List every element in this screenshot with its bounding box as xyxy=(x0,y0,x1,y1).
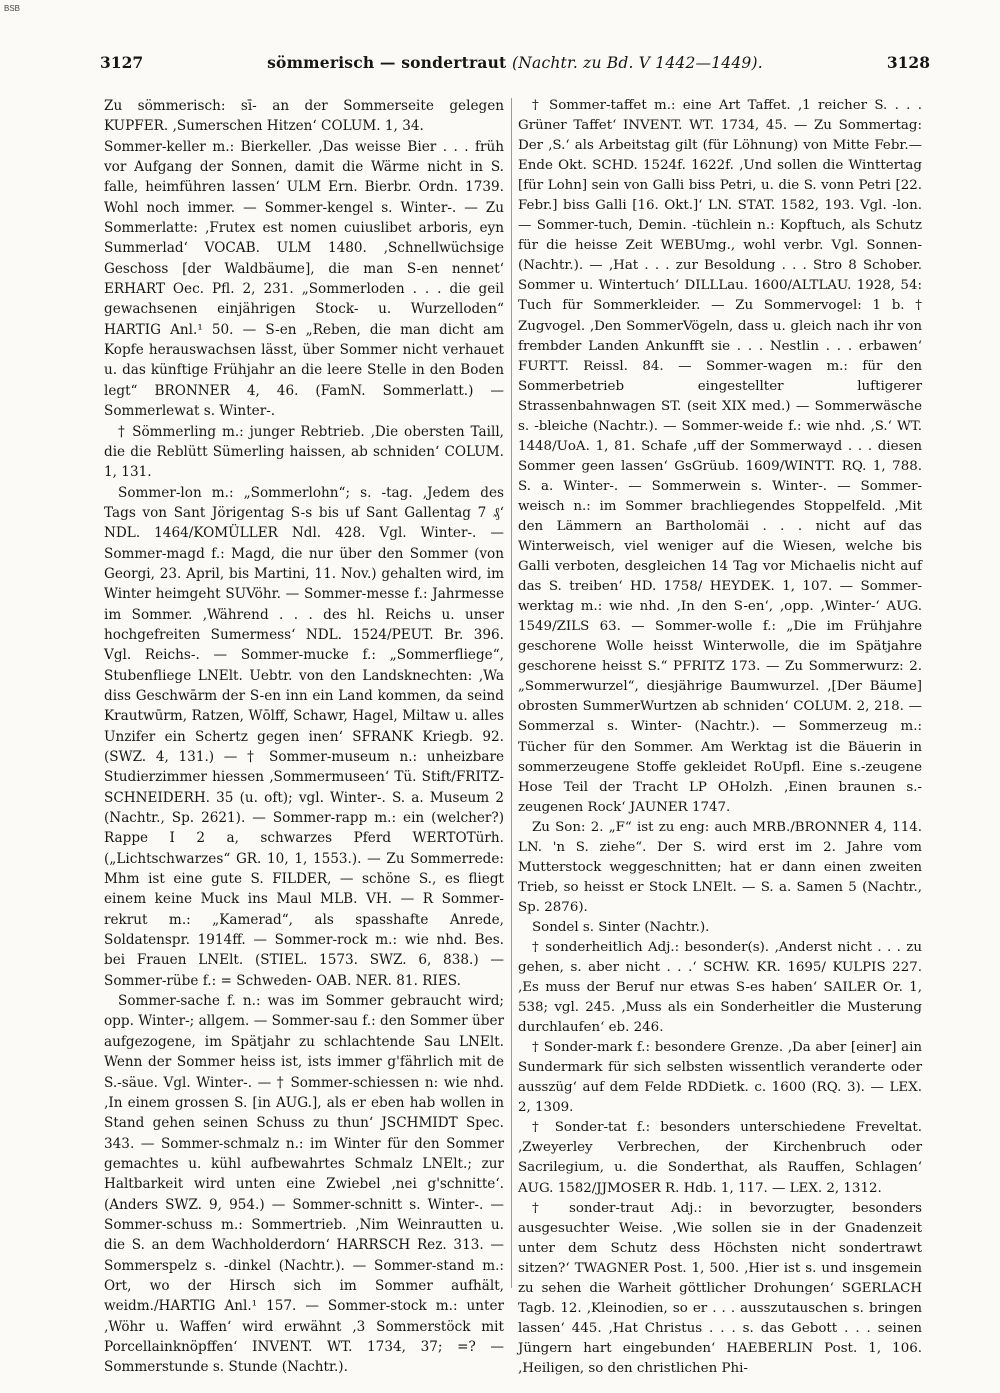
right-column xyxy=(518,96,922,1379)
entry-sommer-taffet: † Sommer-taffet m.: eine Art Taffet. ‚1 reicher S. . . . Grüner Taffet‘ INVENT. WT. 1734, 45. — Zu Sommertag: Der ‚S.‘ als Arbeitstag gilt (für Löhnung) von Mitte Febr.—Ende Okt. SCHD. 1524f. 1622f. ‚Und sollen die Winttertag [für Lohn] sein von Galli biss Petri, u. die S. vonn Petri [22. Febr.] biss Galli [16. Okt.]‘ LN. STAT. 1582, 193. Vgl. -lon. — Sommer-tuch, Demin. -tüchlein n.: Kopftuch, als Schutz für die heisse Zeit WEBUmg., wohl verbr. Vgl. Sonnen- (Nachtr.). — ‚Hat . . . zur Besoldung . . . Stro 8 Schober. Sommer u. Wintertuch‘ DILLLau. 1600/ALTLAU. 1928, 54: Tuch für Sommerkleider. — Zu Sommervogel: 1 b. † Zugvogel. ‚Den SommerVögeln, dass u. gleich nach ihr von frembder Landen Ankunfft sie . . . Nestlin . . . erbawen‘ FURTT. Reissl. 84. — Sommer-wagen m.: für den Sommerbetrieb eingestellter luftigerer Strassenbahnwagen ST. (seit XIX med.) — Sommerwäsche s. -bleiche (Nachtr.). — Sommer-weide f.: wie nhd. ‚S.‘ WT. 1448/UoA. 1, 81. Schafe ‚uff der Sommerwayd . . . diesen Sommer geen lassen‘ GsGrüub. 1609/WINTT. RQ. 1, 788. S. a. Winter-. — Sommerwein s. Winter-. — Sommer-weisch n.: im Sommer brachliegendes Stoppelfeld. ‚Mit den Lämmern an Bartholomäi . . . nicht auf das Winterweisch, viel weniger auf die Wiesen, welche bis Galli verboten, desgleichen 14 Tag vor Michaelis nicht auf das S. treiben‘ HD. 1758/ HEYDEK. 1, 107. — Sommer-werktag m.: wie nhd. ‚In den S-en‘, ‚opp. ‚Winter-‘ AUG. 1549/ZILS 63. — Sommer-wolle f.: „Die im Frühjahre geschorene Wolle heisst Winterwolle, die im Spätjahre geschorene heisst S.“ PFRITZ 173. — Zu Sommerwurz: 2. „Sommerwurzel“, diesjährige Baumwurzel. ‚[Der Bäume] obrosten SummerWurtzen ab schniden‘ COLUM. 2, 218. — Sommerzal s. Winter- (Nachtr.). — Sommerzeug m.: Tücher für den Sommer. Am Werktag ist die Bäuerin in sommerzeugene Stoffe gekleidet RoUpfl. Eine s.-zeugene Hose Teil der Tracht LP OHolzh. ‚Einen braunen s.-zeugenen Rock‘ JAUNER 1747. xyxy=(518,98,922,815)
entry-sondel: Sondel s. Sinter (Nachtr.). xyxy=(532,919,710,935)
dictionary-columns xyxy=(104,96,930,1376)
entry-sonder-mark: † Sonder-mark f.: besondere Grenze. ‚Da aber [einer] ain Sundermark für sich selbsten wissentlich veranderte oder ausszüg‘ auf dem Felde RDDietk. c. 1600 (RQ. 3). — LEX. 2, 1309. xyxy=(518,1040,922,1116)
entry-sommer-lon: Sommer-lon m.: „Sommerlohn“; s. -tag. ‚Jedem des Tags von Sant Jörigentag S-s bis uf Sant Gallentag 7 ₰‘ NDL. 1464/KOMÜLLER Ndl. 428. Vgl. Winter-. — Sommer-magd f.: Magd, die nur über den Sommer (von Georgi, 23. April, bis Martini, 11. Nov.) gehalten wird, im Winter heimgeht SUVöhr. — Sommer-messe f.: Jahrmesse im Sommer. ‚Während . . . des hl. Reichs u. unser hochgefreiten Sumermess‘ NDL. 1524/PEUT. Br. 396. Vgl. Reichs-. — Sommer-mucke f.: „Sommerfliege“, Stubenfliege LNElt. Uebtr. von den Landsknechten: ‚Wa diss Geschwārm der S-en inn ein Land kommen, da seind Krautwūrm, Ratzen, Wōlff, Schawr, Hagel, Miltaw u. alles Unzifer ein Schertz gegen inen‘ SFRANK Kriegb. 92. (SWZ. 4, 131.) — † Sommer-museum n.: unheizbare Studierzimmer hiessen ‚Sommermuseen‘ Tü. Stift/FRITZ-SCHNEIDERH. 35 (u. oft); vgl. Winter-. S. a. Museum 2 (Nachtr., Sp. 2621). — Sommer-rapp m.: ein (welcher?) Rappe I 2 a, schwarzes Pferd WERTOTürh. („Lichtschwarzes“ GR. 10, 1, 1553.). — Zu Sommerrede: Mhm ist eine gute S. FILDER, — schöne S., es fliegt einem keine Muck ins Maul MLB. VH. — R Sommer-rekrut m.: „Kamerad“, als spasshafte Anrede, Soldatenspr. 1914ff. — Sommer-rock m.: wie nhd. Bes. bei Frauen LNElt. (STIEL. 1573. SWZ. 6, 838.) — Sommer-rübe f.: = Schweden- OAB. NER. 81. RIES. xyxy=(104,484,504,989)
entry-soemmerisch: Zu sömmerisch: sī- an der Sommerseite gelegen KUPFER. ‚Sumerschen Hitzen‘ COLUM. 1, 34. xyxy=(104,98,504,135)
running-title xyxy=(100,53,930,72)
library-mark: BSB xyxy=(4,4,21,13)
entry-son: Zu Son: 2. „F“ ist zu eng: auch MRB./BRONNER 4, 114. LN. 'n S. ziehe“. Der S. wird erst im 2. Jahre vom Mutterstock weggeschnitten; hat er dann einen zweiten Trieb, so heisst er Stock LNElt. — S. a. Samen 5 (Nachtr., Sp. 2876). xyxy=(518,819,922,915)
entry-sommer-sache: Sommer-sache f. n.: was im Sommer gebraucht wird; opp. Winter-; allgem. — Sommer-sau f.: den Sommer über aufgezogene, im Spätjahr zu schlachtende Sau LNElt. Wenn der Sommer heiss ist, ists immer g'fährlich mit de S.-säue. Vgl. Winter-. — † Sommer-schiessen n: wie nhd. ‚In einem grossen S. [in AUG.], als er eben hab wollen in Stand gehen seinen Schuss zu thun‘ JSCHMIDT Spec. 343. — Sommer-schmalz n.: im Winter für den Sommer gemachtes u. kühl aufbewahrtes Schmalz LNElt.; zur Haltbarkeit wird unten eine Zwiebel ‚nei g'schnitte‘. (Anders SWZ. 9, 954.) — Sommer-schnitt s. Winter-. — Sommer-schuss m.: Sommertrieb. ‚Nim Weinrautten u. die S. an dem Wachholderdorn‘ HARRSCH Rez. 313. — Sommerspelz s. -dinkel (Nachtr.). — Sommer-stand m.: Ort, wo der Hirsch sich im Sommer aufhält, weidm./HARTIG Anl.¹ 157. — Sommer-stock m.: unter ‚Wöhr u. Waffen‘ wird erwähnt ‚3 Sommerstöck mit Porcellainknöpffen‘ INVENT. WT. 1734, 37; =? — Sommerstunde s. Stunde (Nachtr.). xyxy=(104,993,504,1376)
left-column xyxy=(104,96,504,1378)
entry-soemmerling: † Sömmerling m.: junger Rebtrieb. ‚Die obersten Taill, die die Reblütt Sümerling haissen, ab schniden‘ COLUM. 1, 131. xyxy=(104,423,504,481)
page-number-right: 3128 xyxy=(886,53,930,72)
entry-sommer-keller: Sommer-keller m.: Bierkeller. ‚Das weisse Bier . . . früh vor Aufgang der Sonnen, damit die Wärme nicht in S. falle, heimführen lassen‘ ULM Ern. Bierbr. Ordn. 1739. Wohl noch immer. — Sommer-kengel s. Winter-. — Zu Sommerlatte: ‚Frutex est nomen cuiuslibet arboris, eyn Summerlad‘ VOCAB. ULM 1480. ‚Schnellwüchsige Geschoss [der Waldbäume], die man S-en nennet‘ ERHART Oec. Pfl. 2, 231. „Sommerloden . . . die geil gewachsenen einjährigen Stock- u. Wurzelloden“ HARTIG Anl.¹ 50. — S-en „Reben, die man dicht am Kopfe herauswachsen lässt, über Sommer nicht verhauet u. das künftige Frühjahr an die leere Stelle in den Boden legt“ BRONNER 4, 46. (FamN. Sommerlatt.) — Sommerlewat s. Winter-. xyxy=(104,138,504,420)
entry-sonder-tat: † Sonder-tat f.: besonders unterschiedene Freveltat. ‚Zweyerley Verbrechen, der Kirchenbruch oder Sacrilegium, u. die Sonderthat, als Rauffen, Schlagen‘ AUG. 1582/JJMOSER R. Hdb. 1, 117. — LEX. 2, 1312. xyxy=(518,1120,922,1196)
page-number-left: 3127 xyxy=(100,53,144,72)
entry-sonderheitlich: † sonderheitlich Adj.: besonder(s). ‚Anderst nicht . . . zu gehen, s. aber nicht . . .‘ SCHW. KR. 1695/ KULPIS 227. ‚Es muss der Beruf nur etwas S-es haben‘ SAILER Or. 1, 538; vgl. 245. ‚Muss als ein Sonderheitler die Musterung durchlaufen‘ eb. 246. xyxy=(518,939,922,1036)
running-title-sub: (Nachtr. zu Bd. V 1442—1449). xyxy=(512,54,763,72)
running-title-main: sömmerisch — sondertraut xyxy=(267,53,507,72)
column-divider xyxy=(511,98,512,1288)
entry-sonder-traut: † sonder-traut Adj.: in bevorzugter, besonders ausgesuchter Weise. ‚Wie sollen sie in der Gnadenzeit unter dem Schutz dess Höchsten nicht sondertrawt sitzen?‘ TWAGNER Post. 1, 500. ‚Hier ist s. und insgemein zu sehen die Warheit göttlicher Drohungen‘ SGERLACH Tagb. 12. ‚Kleinodien, so er . . . ausszutauschen s. bringen lassen‘ 445. ‚Hat Christus . . . s. das Gebott . . . seinen Jüngern hart eingebunden‘ HAEBERLIN Post. 1, 106. ‚Heiligen, so den christlichen Phi- xyxy=(518,1200,922,1376)
page-header xyxy=(100,53,930,77)
